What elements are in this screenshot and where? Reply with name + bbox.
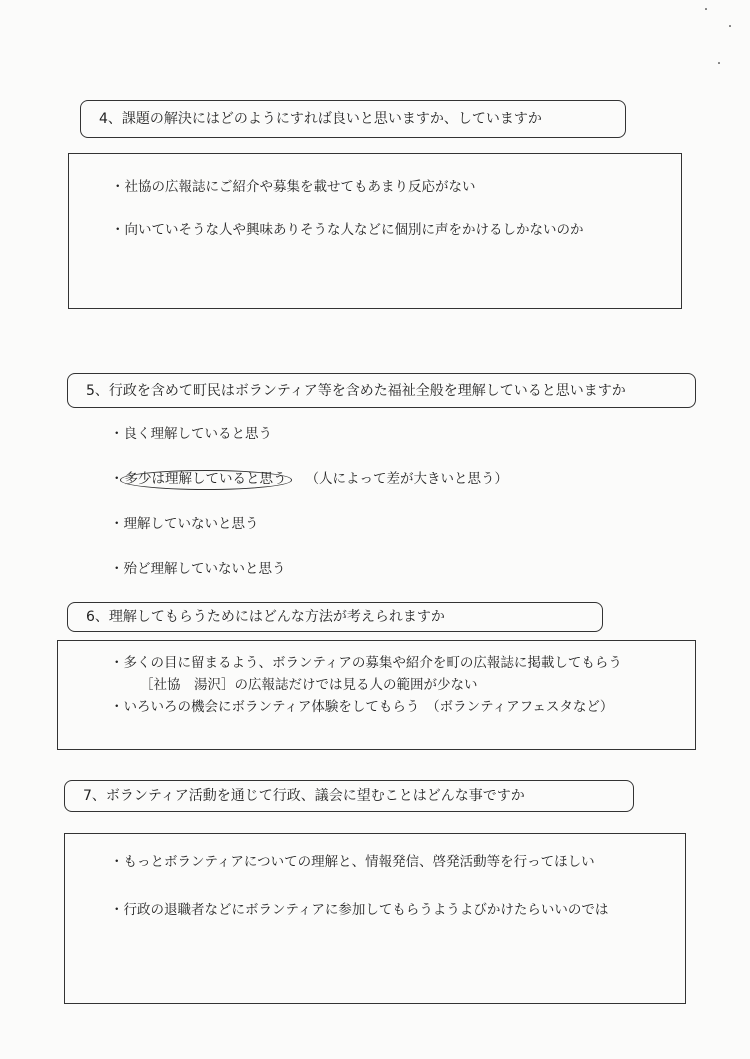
answer-6-item-2: ・いろいろの機会にボランティア体験をしてもらう （ボランティアフェスタなど）: [110, 699, 614, 715]
option-5-1-text: 良く理解していると思う: [123, 426, 272, 442]
question-7-text: 7、ボランティア活動を通じて行政、議会に望むことはどんな事ですか: [83, 788, 525, 804]
answer-4-item-1: ・社協の広報誌にご紹介や募集を載せてもあまり反応がない: [111, 179, 476, 195]
option-5-4-text: 殆ど理解していないと思う: [123, 561, 286, 577]
answer-6-item-1-continuation: ［社協 湯沢］の広報誌だけでは見る人の範囲が少ない: [140, 677, 478, 693]
scan-speck: [705, 8, 707, 10]
bullet: ・: [110, 471, 124, 487]
answer-7-box: [64, 833, 686, 1004]
answer-6-item-1: ・多くの目に留まるよう、ボランティアの募集や紹介を町の広報誌に掲載してもらう: [110, 655, 622, 671]
question-6-text: 6、理解してもらうためにはどんな方法が考えられますか: [86, 609, 445, 625]
option-5-3-text: 理解していないと思う: [123, 516, 259, 532]
bullet: ・: [110, 561, 124, 577]
option-5-4: [110, 563, 286, 577]
scan-speck: [729, 25, 731, 27]
answer-4-box: [68, 153, 682, 309]
answer-6-box: [57, 640, 696, 750]
question-4-text: 4、課題の解決にはどのようにすれば良いと思いますか、していますか: [99, 111, 542, 127]
option-5-2-circled-text: 多少は理解していると思う: [120, 470, 292, 490]
bullet: ・: [110, 516, 124, 532]
answer-7-item-1: ・もっとボランティアについての理解と、情報発信、啓発活動等を行ってほしい: [110, 854, 595, 870]
option-5-3: [110, 518, 259, 532]
question-5-box: [67, 373, 696, 408]
question-5-text: 5、行政を含めて町民はボランティア等を含めた福祉全般を理解していると思いますか: [86, 382, 626, 399]
option-5-2: [110, 473, 508, 487]
question-6-box: [67, 602, 603, 632]
scan-speck: [718, 62, 720, 64]
answer-7-item-2: ・行政の退職者などにボランティアに参加してもらうようよびかけたらいいのでは: [110, 902, 609, 918]
option-5-1: [110, 428, 272, 442]
question-7-box: [64, 780, 634, 812]
bullet: ・: [110, 426, 124, 442]
option-5-2-note: （人によって差が大きいと思う）: [305, 471, 508, 487]
question-4-box: [80, 100, 626, 138]
answer-4-item-2: ・向いていそうな人や興味ありそうな人などに個別に声をかけるしかないのか: [111, 222, 584, 238]
